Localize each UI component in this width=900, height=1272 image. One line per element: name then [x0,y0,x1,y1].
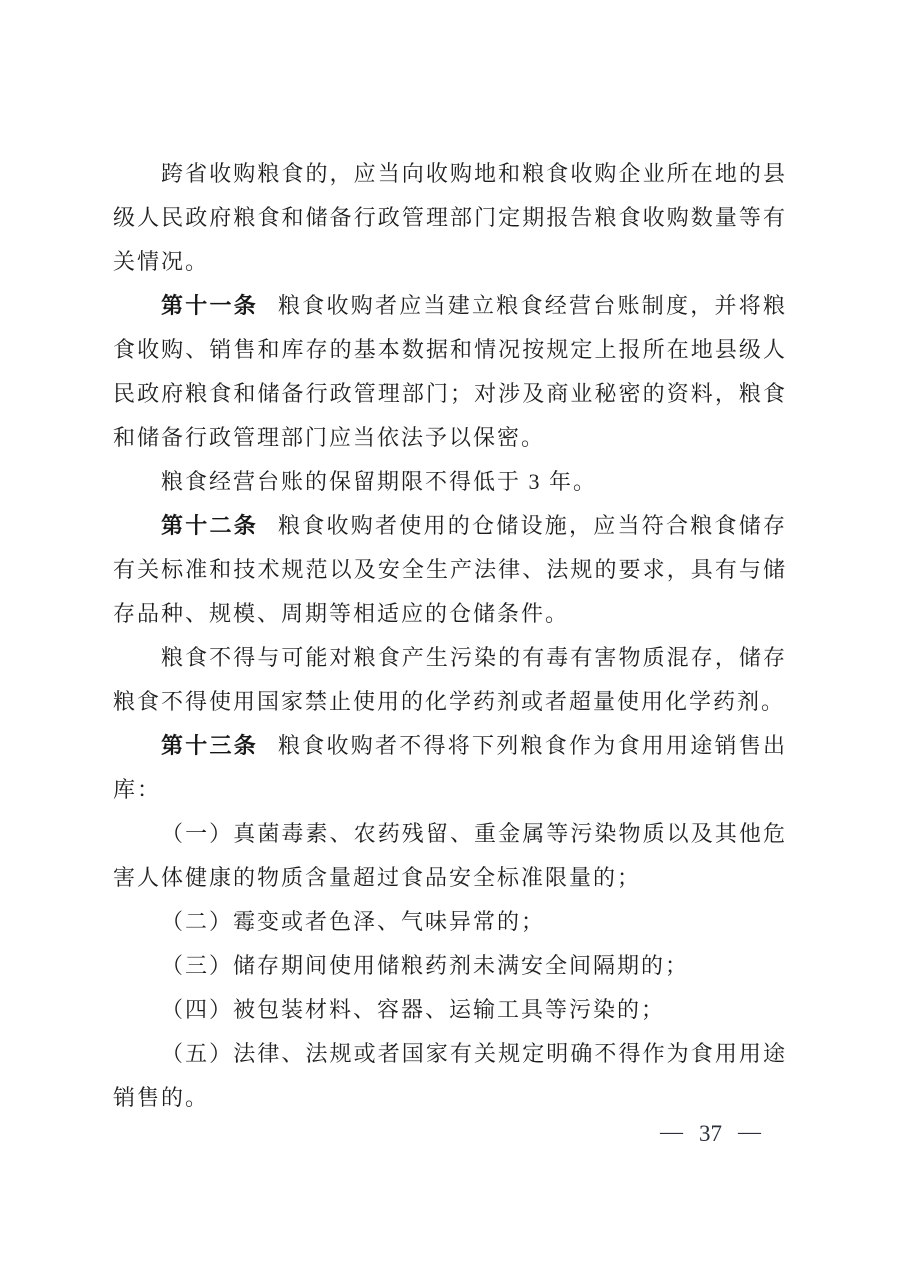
paragraph [113,636,787,724]
paragraph [113,1032,787,1120]
paragraph-text: 粮食经营台账的保留期限不得低于 3 年。 [161,469,598,494]
paragraph-text: 粮食收购者应当建立粮食经营台账制度，并将粮食收购、销售和库存的基本数据和情况按规定上报所在地县级人民政府粮食和储备行政管理部门；对涉及商业秘密的资料，粮食和储备行政管理部门应当依法予以保密。 [113,293,787,450]
article-heading: 第十二条 [161,513,258,538]
paragraph [113,944,787,988]
page-footer [660,1121,761,1147]
paragraph-text: 粮食不得与可能对粮食产生污染的有毒有害物质混存，储存粮食不得使用国家禁止使用的化学药剂或者超量使用化学药剂。 [113,645,787,714]
paragraph [113,724,787,812]
paragraph [113,284,787,460]
paragraph [113,812,787,900]
paragraph [113,504,787,636]
page-number: 37 [699,1121,722,1146]
paragraph-text: （五）法律、法规或者国家有关规定明确不得作为食用用途销售的。 [113,1041,787,1110]
paragraph-text: 粮食收购者使用的仓储设施，应当符合粮食储存有关标准和技术规范以及安全生产法律、法规的要求，具有与储存品种、规模、周期等相适应的仓储条件。 [113,513,787,626]
footer-dash-left: — [660,1119,683,1144]
paragraph-text: （二）霉变或者色泽、气味异常的； [161,909,546,934]
article-heading: 第十三条 [161,733,258,758]
paragraph-text: （一）真菌毒素、农药残留、重金属等污染物质以及其他危害人体健康的物质含量超过食品安全标准限量的； [113,821,787,890]
paragraph-text: 跨省收购粮食的，应当向收购地和粮食收购企业所在地的县级人民政府粮食和储备行政管理部门定期报告粮食收购数量等有关情况。 [113,161,787,274]
paragraph-text: （三）储存期间使用储粮药剂未满安全间隔期的； [161,953,690,978]
document-body [113,152,787,1120]
paragraph [113,900,787,944]
paragraph-text: 粮食收购者不得将下列粮食作为食用用途销售出库： [113,733,787,802]
paragraph [113,152,787,284]
footer-dash-right: — [738,1119,761,1144]
paragraph [113,460,787,504]
article-heading: 第十一条 [161,293,258,318]
paragraph [113,988,787,1032]
paragraph-text: （四）被包装材料、容器、运输工具等污染的； [161,997,666,1022]
